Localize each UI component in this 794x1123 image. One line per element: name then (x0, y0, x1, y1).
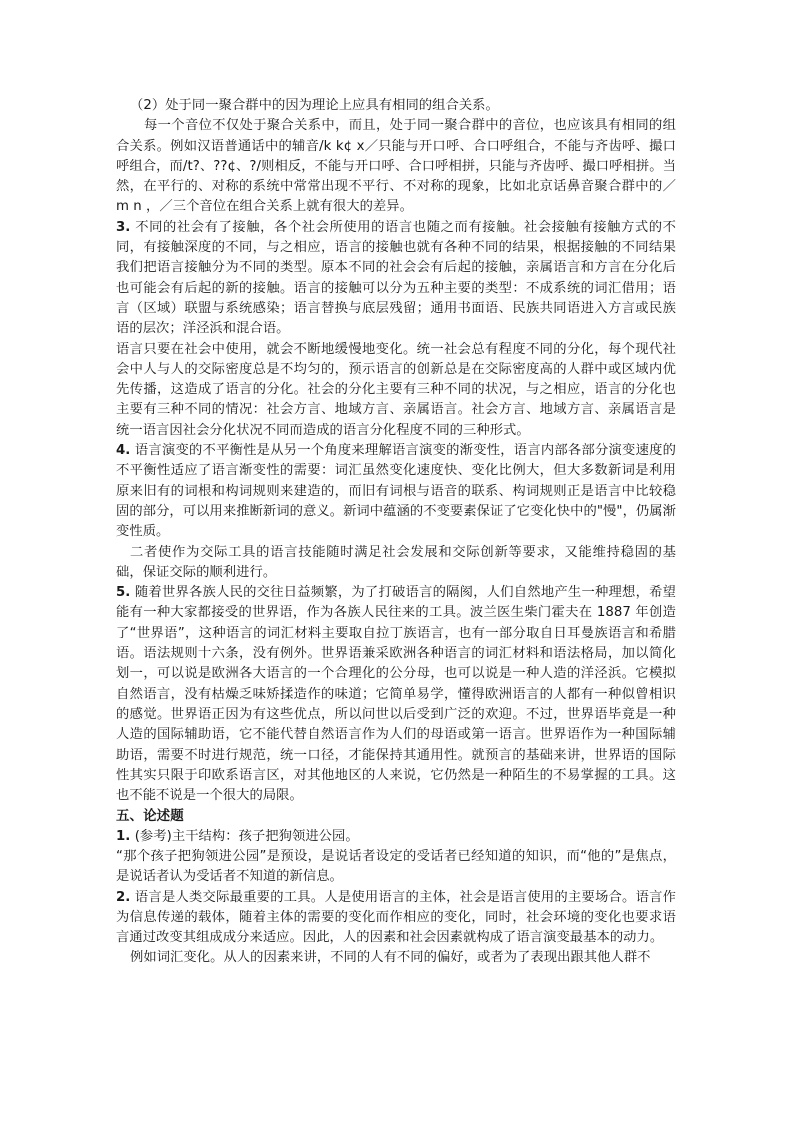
section-heading-essay-questions: 五、论述题 (116, 808, 184, 825)
item-number: 5. (116, 585, 131, 601)
paragraph-language-evolution-motive (116, 888, 676, 949)
paragraph-language-differentiation: 语言只要在社会中使用，就会不断地缓慢地变化。统一社会总有程度不同的分化，每个现代社会中人与人的交际密度总是不均匀的，预示语言的创新总是在交际密度高的人群中或区域内优先传播，这造成了语言的分化。社会的分化主要有三种不同的状况，与之相应，语言的分化也主要有三种不同的情况：社会方言、地域方言、亲属语言。社会方言、地域方言、亲属语言是统一语言因社会分化状况不同而造成的语言分化程度不同的三种形式。 (116, 341, 676, 438)
item-text: 不同的社会有了接触，各个社会所使用的语言也随之而有接触。社会接触有接触方式的不同，有接触深度的不同，与之相应，语言的接触也就有各种不同的结果，根据接触的不同结果我们把语言接触分为不同的类型。原本不同的社会会有后起的接触，亲属语言和方言在分化后也可能会有后起的新的接触。语言的接触可以分为五种主要的类型：不成系统的词汇借用；语言（区域）联盟与系统感染；语言替换与底层残留；通用书面语、民族共同语进入方言或民族语的层次；洋泾浜和混合语。 (116, 219, 676, 337)
paragraph-combination-relation-heading: （2）处于同一聚合群中的因为理论上应具有相同的组合关系。 (130, 98, 499, 113)
paragraph-phoneme-combination: 每一个音位不仅处于聚合关系中，而且，处于同一聚合群中的音位，也应该具有相同的组合关系。例如汉语普通话中的辅音/k k¢ x／只能与开口呼、合口呼组合，不能与齐齿呼、撮口呼组合，而/t?、??¢、?/则相反，不能与开口呼、合口呼相拼，只能与齐齿呼、撮口呼相拼。当然，在平行的、对称的系统中常常出现不平行、不对称的现象，比如北京话鼻音聚合群中的／m n ，／三个音位在组合关系上就有很大的差异。 (116, 118, 676, 215)
item-number: 2. (116, 889, 131, 905)
item-number: 4. (116, 443, 131, 459)
item-text: (参考)主干结构：孩子把狗领进公园。 (134, 828, 359, 844)
paragraph-vocabulary-change: 例如词汇变化。从人的因素来讲，不同的人有不同的偏好，或者为了表现出跟其他人群不 (130, 950, 651, 966)
item-number: 1. (116, 828, 131, 844)
item-number: 3. (116, 219, 131, 235)
document-page (116, 96, 676, 969)
item-text: 随着世界各族人民的交往日益频繁，为了打破语言的隔阂，人们自然地产生一种理想，希望能有一种大家都接受的世界语，作为各族人民往来的工具。波兰医生柴门霍夫在 1887 年创造了“世界语”，这种语言的词汇材料主要取自拉丁族语言，也有一部分取自日耳曼族语言和希腊语。语法规则十六条，没有例外。世界语兼采欧洲各种语言的词汇材料和语法格局，加以简化划一，可以说是欧洲各大语言的一个合理化的公分母，也可以说是一种人造的洋泾浜。它模拟自然语言，没有枯燥乏味矫揉造作的味道；它简单易学，懂得欧洲语言的人都有一种似曾相识的感觉。世界语正因为有这些优点，所以问世以后受到广泛的欢迎。不过，世界语毕竟是一种人造的国际辅助语，它不能代替自然语言作为人们的母语或第一语言。世界语作为一种国际辅助语，需要不时进行规范，统一口径，才能保持其通用性。就预言的基础来讲，世界语的国际性其实只限于印欧系语言区，对其他地区的人来说，它仍然是一种陌生的不易掌握的工具。这也不能不说是一个很大的局限。 (116, 585, 676, 804)
item-text: 语言演变的不平衡性是从另一个角度来理解语言演变的渐变性，语言内部各部分演变速度的不平衡性适应了语言渐变性的需要：词汇虽然变化速度快、变化比例大，但大多数新词是利用原来旧有的词根和构词规则来建造的，而旧有词根与语音的联系、构词规则正是语言中比较稳固的部分，可以用来推断新词的意义。新词中蕴涵的不变要素保证了它变化快中的"慢"，仍属渐变性质。 (116, 443, 676, 540)
paragraph-unbalanced-evolution (116, 441, 676, 542)
paragraph-esperanto (116, 583, 676, 806)
paragraph-language-contact (116, 218, 676, 340)
item-text: 语言是人类交际最重要的工具。人是使用语言的主体，社会是语言使用的主要场合。语言作为信息传递的载体，随着主体的需要的变化而作相应的变化，同时，社会环境的变化也要求语言通过改变其组成成分来适应。因此，人的因素和社会因素就构成了语言演变最基本的动力。 (116, 889, 676, 946)
paragraph-presupposition-focus: “那个孩子把狗领进公园”是预设，是说话者设定的受话者已经知道的知识，而“他的”是焦点，是说话者认为受话者不知道的新信息。 (116, 848, 676, 885)
paragraph-communication-tool: 二者使作为交际工具的语言技能随时满足社会发展和交际创新等要求，又能维持稳固的基础，保证交际的顺利进行。 (116, 544, 676, 580)
paragraph-main-structure (116, 827, 676, 847)
